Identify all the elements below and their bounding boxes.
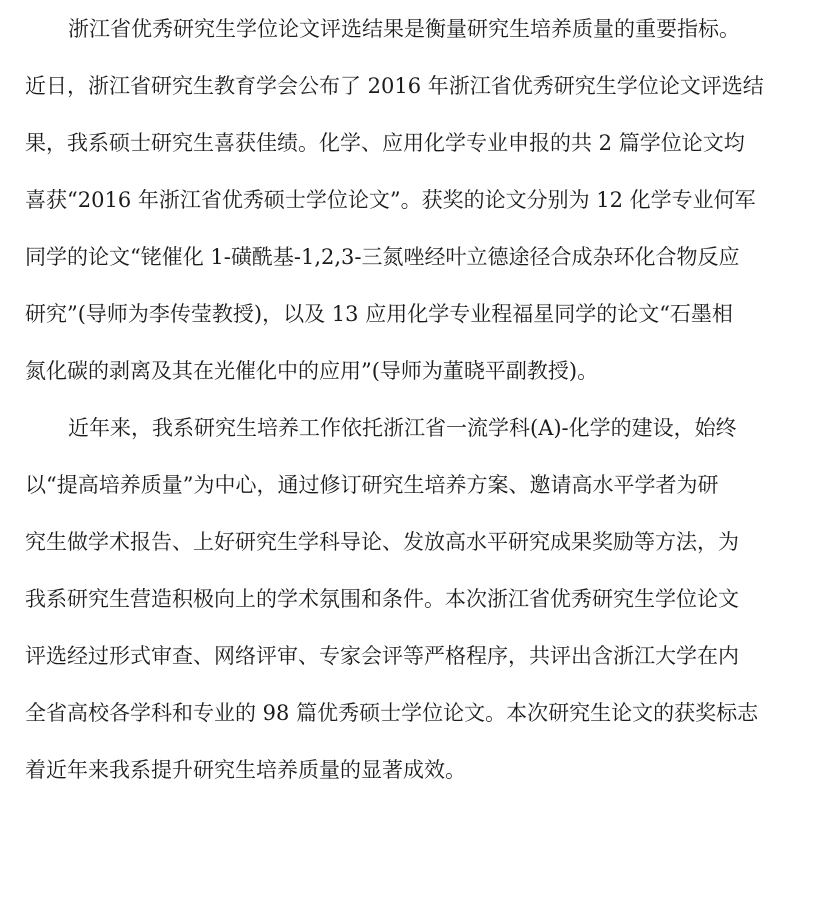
paragraph-2-line-2: 以“提高培养质量”为中心，通过修订研究生培养方案、邀请高水平学者为研 [25,473,719,497]
paragraph-2-line-5: 评选经过形式审查、网络评审、专家会评等严格程序，共评出含浙江大学在内 [25,644,739,668]
paragraph-2-line-1: 近年来，我系研究生培养工作依托浙江省一流学科(A)-化学的建设，始终 [68,416,737,440]
paragraph-1-line-1: 浙江省优秀研究生学位论文评选结果是衡量研究生培养质量的重要指标。 [68,17,740,41]
paragraph-1-line-2: 近日，浙江省研究生教育学会公布了 2016 年浙江省优秀研究生学位论文评选结 [25,74,764,98]
paragraph-2-line-7: 着近年来我系提升研究生培养质量的显著成效。 [25,758,466,782]
paragraph-1-line-5: 同学的论文“铑催化 1-磺酰基-1,2,3-三氮唑经叶立德途径合成杂环化合物反应 [25,245,740,269]
paragraph-1-line-7: 氮化碳的剥离及其在光催化中的应用”(导师为董晓平副教授)。 [25,359,599,383]
paragraph-1-line-4: 喜获“2016 年浙江省优秀硕士学位论文”。获奖的论文分别为 12 化学专业何军 [25,188,756,212]
paragraph-2-line-3: 究生做学术报告、上好研究生学科导论、发放高水平研究成果奖励等方法，为 [25,530,739,554]
paragraph-2-line-6: 全省高校各学科和专业的 98 篇优秀硕士学位论文。本次研究生论文的获奖标志 [25,701,759,725]
paragraph-2-line-4: 我系研究生营造积极向上的学术氛围和条件。本次浙江省优秀研究生学位论文 [25,587,739,611]
paragraph-1-line-6: 研究”(导师为李传莹教授)，以及 13 应用化学专业程福星同学的论文“石墨相 [25,302,733,326]
paragraph-1-line-3: 果，我系硕士研究生喜获佳绩。化学、应用化学专业申报的共 2 篇学位论文均 [25,131,745,155]
